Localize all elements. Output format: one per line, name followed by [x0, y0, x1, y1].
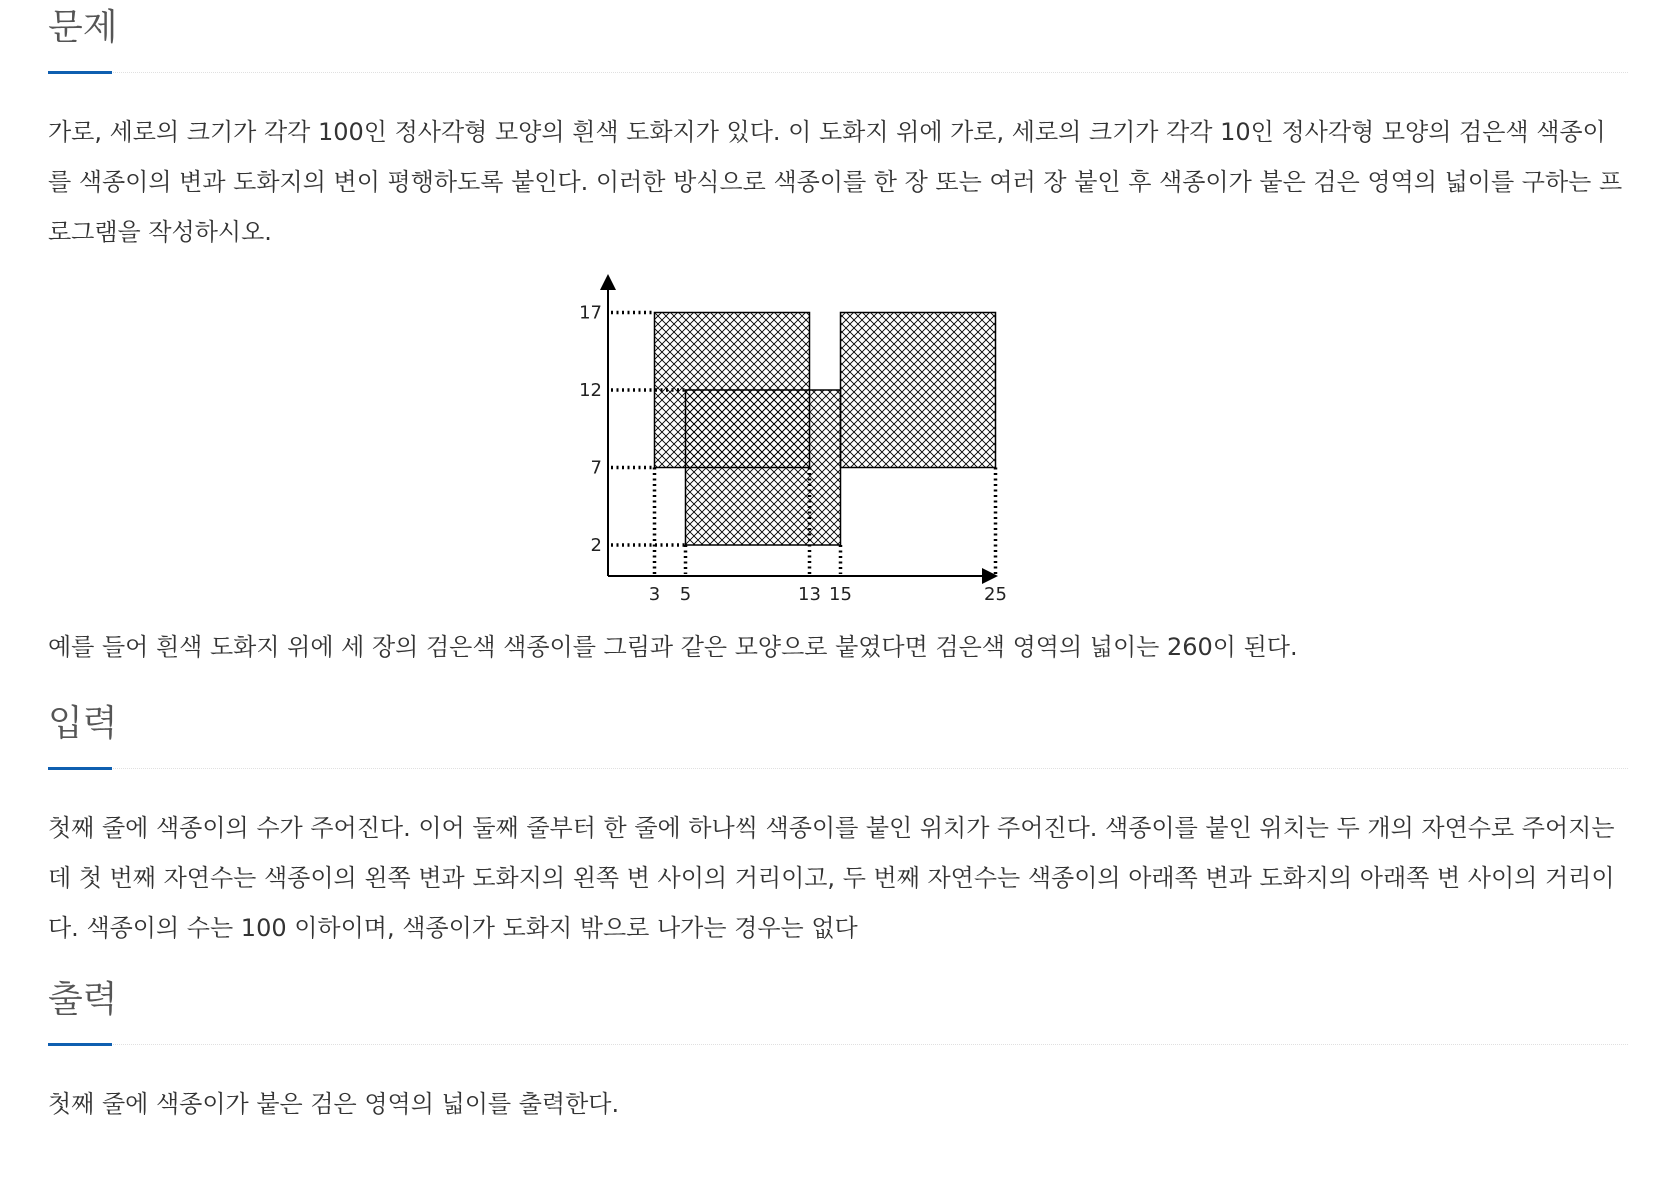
x-tick-label: 15 — [829, 584, 852, 605]
input-headline — [48, 696, 1628, 769]
output-description: 첫째 줄에 색종이가 붙은 검은 영역의 넓이를 출력한다. — [48, 1090, 620, 1118]
input-section — [48, 696, 1628, 953]
x-tick-label: 25 — [984, 584, 1007, 605]
example-text: 예를 들어 흰색 도화지 위에 세 장의 검은색 색종이를 그림과 같은 모양으로 붙였다면 검은색 영역의 넓이는 260이 된다. — [48, 633, 1298, 661]
input-title-underline — [48, 767, 112, 770]
input-description: 첫째 줄에 색종이의 수가 주어진다. 이어 둘째 줄부터 한 줄에 하나씩 색종이를 붙인 위치가 주어진다. 색종이를 붙인 위치는 두 개의 자연수로 주어지는데 첫 번째 자연수는 색종이의 왼쪽 변과 도화지의 왼쪽 변 사이의 거리이고, 두 번째 자연수는 색종이의 아래쪽 변과 도화지의 아래쪽 변 사이의 거리이다. 색종이의 수는 100 이하이며, 색종이가 도화지 밖으로 나가는 경우는 없다 — [48, 814, 1615, 942]
y-tick-label: 2 — [590, 535, 602, 556]
problem-section — [48, 0, 1628, 257]
problem-title: 문제 — [48, 7, 118, 48]
paper-figure — [579, 280, 1020, 624]
x-axis-arrow-icon — [982, 568, 998, 584]
example-section — [48, 622, 1628, 672]
output-section — [48, 972, 1628, 1129]
output-title-underline — [48, 1043, 112, 1046]
problem-description: 가로, 세로의 크기가 각각 100인 정사각형 모양의 흰색 도화지가 있다. 이 도화지 위에 가로, 세로의 크기가 각각 10인 정사각형 모양의 검은색 색종이를 색종이의 변과 도화지의 변이 평행하도록 붙인다. 이러한 방식으로 색종이를 한 장 또는 여러 장 붙인 후 색종이가 붙은 검은 영역의 넓이를 구하는 프로그램을 작성하시오. — [48, 118, 1623, 246]
paper-diagram — [579, 280, 1020, 620]
x-tick-label: 5 — [679, 584, 692, 605]
x-tick-label: 3 — [648, 584, 661, 605]
problem-title-underline — [48, 71, 112, 74]
x-tick-label: 13 — [798, 584, 821, 605]
black-paper-3 — [686, 390, 841, 545]
y-axis-arrow-icon — [600, 274, 616, 290]
black-paper-2 — [841, 313, 996, 468]
output-title: 출력 — [48, 979, 118, 1020]
problem-headline — [48, 0, 1628, 73]
y-tick-label: 17 — [579, 302, 602, 324]
y-tick-label: 7 — [590, 457, 602, 479]
output-headline — [48, 972, 1628, 1045]
y-tick-label: 12 — [579, 380, 602, 401]
input-title: 입력 — [48, 703, 118, 744]
